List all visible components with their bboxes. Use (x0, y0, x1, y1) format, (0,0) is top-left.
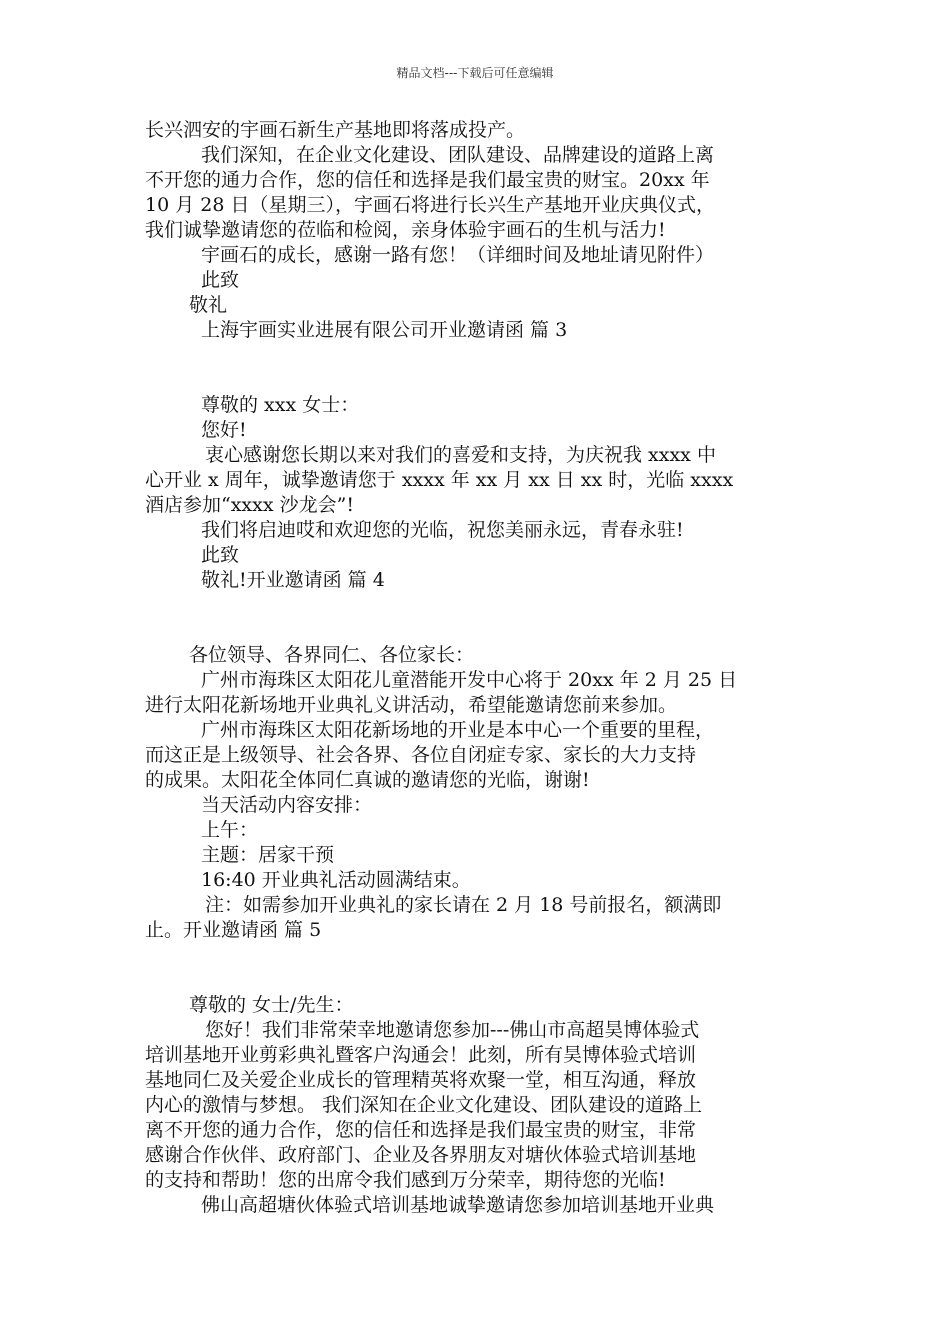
paragraph-line: 各位领导、各界同仁、各位家长： (189, 644, 475, 666)
paragraph-line: 此致 (201, 269, 240, 291)
paragraph-line: 宇画石的成长，感谢一路有您！（详细时间及地址请见附件） (201, 244, 715, 266)
paragraph-line: 10 月 28 日（星期三），宇画石将进行长兴生产基地开业庆典仪式， (145, 194, 715, 216)
paragraph-line: 您好! (201, 419, 247, 441)
paragraph-line: 心开业 x 周年，诚挚邀请您于 xxxx 年 xx 月 xx 日 xx 时，光临 xxxx (145, 469, 734, 491)
paragraph-line: 尊敬的 女士/先生： (189, 994, 354, 1016)
section-heading: 上海宇画实业进展有限公司开业邀请函 篇 3 (201, 319, 568, 341)
paragraph-line: 佛山高超塘伙体验式培训基地诚挚邀请您参加培训基地开业典 (201, 1194, 715, 1216)
paragraph-line: 广州市海珠区太阳花新场地的开业是本中心一个重要的里程， (201, 719, 715, 741)
paragraph-line: 的成果。太阳花全体同仁真诚的邀请您的光临，谢谢! (145, 769, 590, 791)
paragraph-line: 进行太阳花新场地开业典礼义讲活动，希望能邀请您前来参加。 (145, 694, 678, 716)
paragraph-line: 我们将启迪哎和欢迎您的光临，祝您美丽永远，青春永驻! (201, 519, 684, 541)
paragraph-line: 感谢合作伙伴、政府部门、企业及各界朋友对塘伙体验式培训基地 (145, 1144, 697, 1166)
paragraph-line: 上午： (201, 819, 259, 841)
paragraph-line: 我们深知，在企业文化建设、团队建设、品牌建设的道路上离 (201, 144, 715, 166)
paragraph-line: 离不开您的通力合作，您的信任和选择是我们最宝贵的财宝，非常 (145, 1119, 697, 1141)
paragraph-line: 敬礼 (189, 294, 228, 316)
paragraph-line: 当天活动内容安排： (201, 794, 373, 816)
paragraph-line: 长兴泗安的宇画石新生产基地即将落成投产。 (145, 119, 526, 141)
paragraph-line: 注：如需参加开业典礼的家长请在 2 月 18 号前报名，额满即 (205, 894, 722, 916)
paragraph-line: 不开您的通力合作，您的信任和选择是我们最宝贵的财宝。20xx 年 (145, 169, 710, 191)
section-3 (145, 643, 815, 943)
paragraph-line: 的支持和帮助！您的出席令我们感到万分荣幸，期待您的光临! (145, 1169, 666, 1191)
paragraph-line: 16:40 开业典礼活动圆满结束。 (201, 869, 471, 891)
section-heading: 敬礼!开业邀请函 篇 4 (201, 569, 385, 591)
paragraph-line: 衷心感谢您长期以来对我们的喜爱和支持，为庆祝我 xxxx 中 (205, 444, 716, 466)
page-header: 精品文档---下载后可任意编辑 (396, 66, 554, 80)
section-1 (145, 118, 815, 343)
paragraph-line: 此致 (201, 544, 240, 566)
document-body (145, 118, 815, 1218)
section-gap (145, 593, 815, 643)
paragraph-line: 而这正是上级领导、社会各界、各位自闭症专家、家长的大力支持 (145, 744, 697, 766)
paragraph-line: 您好！我们非常荣幸地邀请您参加---佛山市高超昊博体验式 (205, 1019, 700, 1041)
paragraph-line: 酒店参加“xxxx 沙龙会”! (145, 494, 354, 516)
section-gap (145, 943, 815, 993)
paragraph-line: 培训基地开业剪彩典礼暨客户沟通会！此刻，所有昊博体验式培训 (145, 1044, 697, 1066)
paragraph-line: 尊敬的 xxx 女士： (201, 394, 360, 416)
paragraph-line: 内心的激情与梦想。 我们深知在企业文化建设、团队建设的道路上 (145, 1094, 703, 1116)
paragraph-line: 广州市海珠区太阳花儿童潜能开发中心将于 20xx 年 2 月 25 日 (201, 669, 738, 691)
paragraph-line: 基地同仁及关爱企业成长的管理精英将欢聚一堂，相互沟通，释放 (145, 1069, 697, 1091)
section-heading: 止。开业邀请函 篇 5 (145, 919, 322, 941)
section-2 (145, 393, 815, 593)
paragraph-line: 主题：居家干预 (201, 844, 335, 866)
paragraph-line: 我们诚挚邀请您的莅临和检阅，亲身体验宇画石的生机与活力! (145, 219, 666, 241)
section-4 (145, 993, 815, 1218)
section-gap (145, 343, 815, 393)
